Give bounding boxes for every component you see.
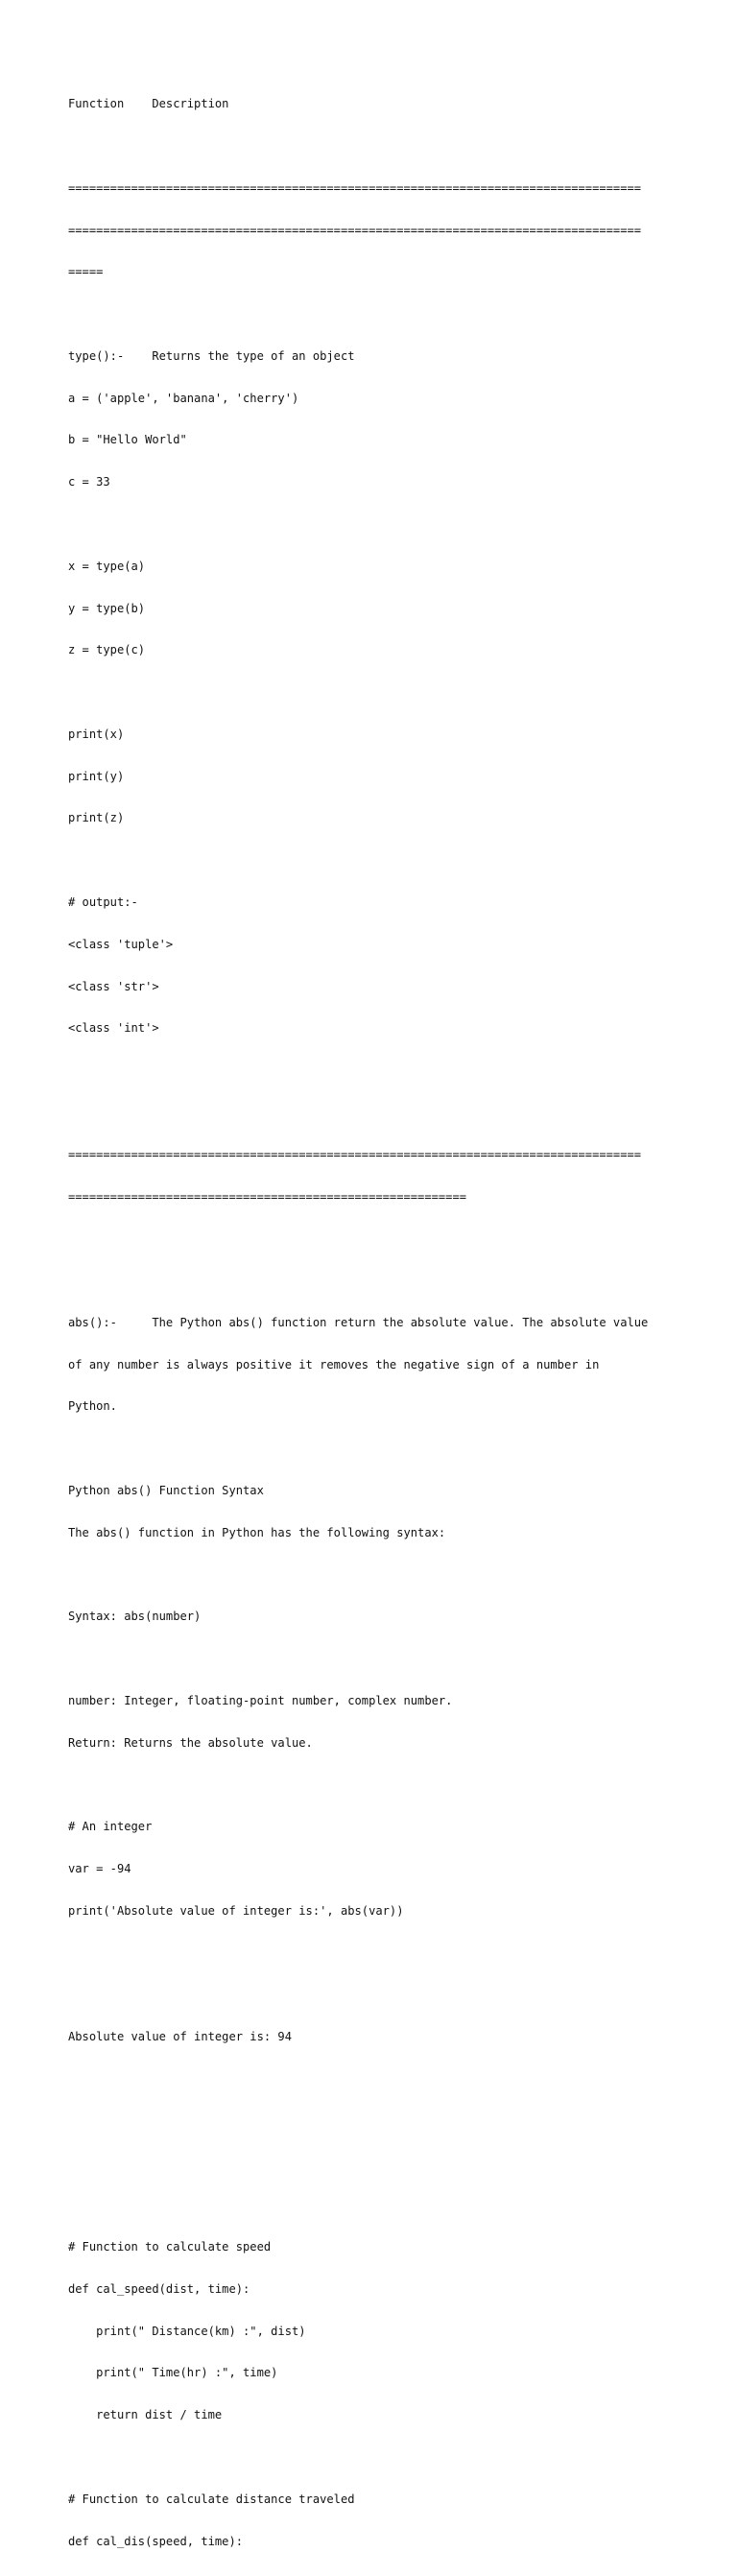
code-line: print(" Distance(km) :", dist) bbox=[68, 2324, 306, 2338]
code-line: print(" Time(hr) :", time) bbox=[68, 2366, 278, 2380]
blank-line bbox=[68, 1063, 648, 1078]
code-line: c = 33 bbox=[68, 475, 110, 489]
code-line: print('Absolute value of integer is:', abs(var)) bbox=[68, 1903, 404, 1918]
code-line: return dist / time bbox=[68, 2408, 223, 2422]
blank-line bbox=[68, 1777, 648, 1792]
separator-line: ================================================================================== bbox=[68, 1147, 642, 1161]
blank-line bbox=[68, 2114, 648, 2129]
paragraph-line: Python. bbox=[68, 1399, 117, 1414]
separator-line: ================================================================================== bbox=[68, 180, 642, 195]
paragraph-line: Return: Returns the absolute value. bbox=[68, 1735, 313, 1750]
blank-line bbox=[68, 853, 648, 868]
abs-heading-line: abs():- The Python abs() function return the absolute value. The absolute value bbox=[68, 1315, 649, 1329]
blank-line bbox=[68, 1946, 648, 1961]
output-line: <class 'str'> bbox=[68, 979, 159, 993]
blank-line bbox=[68, 2450, 648, 2465]
blank-line bbox=[68, 1568, 648, 1583]
blank-line bbox=[68, 1442, 648, 1456]
separator-line: ================================================================================== bbox=[68, 223, 642, 237]
blank-line bbox=[68, 1988, 648, 2002]
blank-line bbox=[68, 1652, 648, 1666]
syntax-line: Syntax: abs(number) bbox=[68, 1610, 202, 1624]
code-line: x = type(a) bbox=[68, 559, 146, 573]
code-line: z = type(c) bbox=[68, 643, 146, 657]
code-line: var = -94 bbox=[68, 1862, 131, 1875]
code-line: print(x) bbox=[68, 727, 125, 741]
code-line: y = type(b) bbox=[68, 601, 146, 615]
blank-line bbox=[68, 517, 648, 532]
section-heading-line: Python abs() Function Syntax bbox=[68, 1483, 264, 1497]
comment-line: # Function to calculate distance traveled bbox=[68, 2492, 355, 2506]
table-header-line: Function Description bbox=[68, 97, 229, 111]
code-line: print(z) bbox=[68, 811, 125, 825]
blank-line bbox=[68, 685, 648, 700]
comment-line: # output:- bbox=[68, 895, 138, 910]
blank-line bbox=[68, 2072, 648, 2087]
code-line: b = "Hello World" bbox=[68, 433, 187, 447]
blank-line bbox=[68, 139, 648, 154]
paragraph-line: The abs() function in Python has the following syntax: bbox=[68, 1525, 446, 1539]
comment-line: # An integer bbox=[68, 1820, 153, 1834]
paragraph-line: number: Integer, floating-point number, complex number. bbox=[68, 1693, 453, 1707]
output-line: <class 'tuple'> bbox=[68, 937, 174, 951]
blank-line bbox=[68, 307, 648, 322]
blank-line bbox=[68, 1106, 648, 1120]
document-body bbox=[68, 69, 648, 2576]
paragraph-line: of any number is always positive it removes the negative sign of a number in bbox=[68, 1357, 600, 1371]
code-line: a = ('apple', 'banana', 'cherry') bbox=[68, 391, 299, 405]
separator-line: ===== bbox=[68, 265, 104, 279]
comment-line: # Function to calculate speed bbox=[68, 2240, 272, 2254]
output-line: <class 'int'> bbox=[68, 1021, 159, 1036]
output-line: Absolute value of integer is: 94 bbox=[68, 2030, 292, 2044]
type-heading-line: type():- Returns the type of an object bbox=[68, 348, 355, 363]
code-line: print(y) bbox=[68, 769, 125, 783]
blank-line bbox=[68, 1274, 648, 1288]
code-line: def cal_dis(speed, time): bbox=[68, 2534, 244, 2548]
separator-line: ========================================================= bbox=[68, 1189, 467, 1204]
blank-line bbox=[68, 2156, 648, 2170]
blank-line bbox=[68, 2198, 648, 2212]
blank-line bbox=[68, 1231, 648, 1246]
code-line: def cal_speed(dist, time): bbox=[68, 2281, 250, 2296]
